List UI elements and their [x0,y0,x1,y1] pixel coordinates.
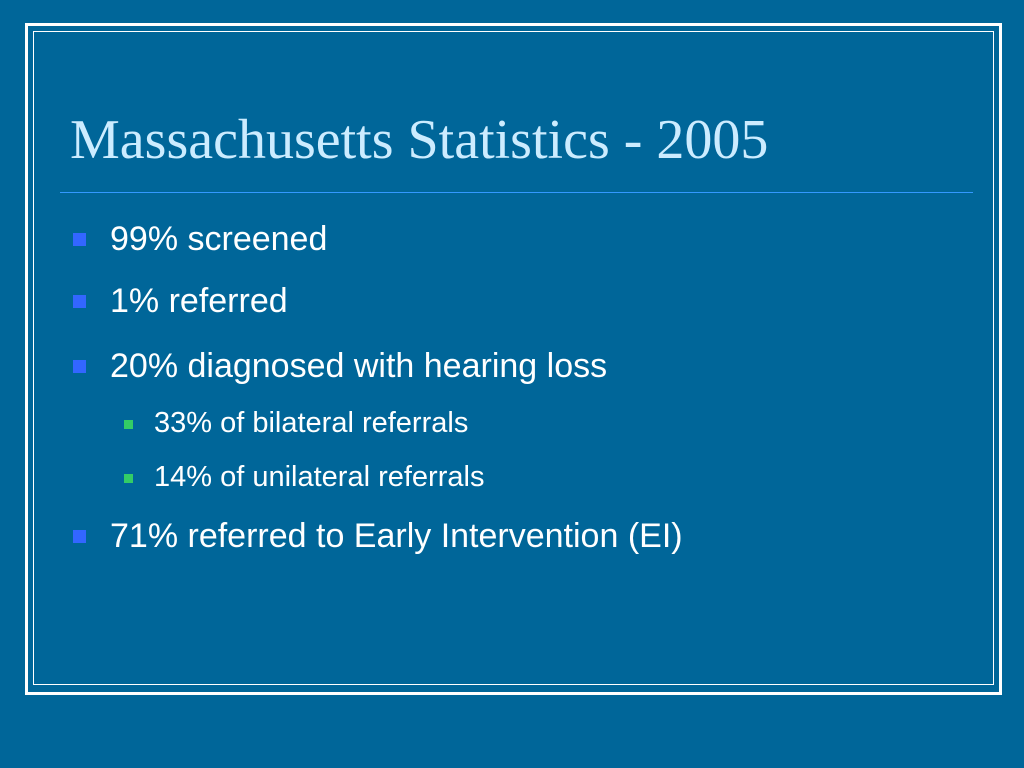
slide-title: Massachusetts Statistics - 2005 [70,109,769,171]
bullet-item [110,516,683,556]
square-bullet-icon [73,233,86,246]
square-bullet-icon [73,360,86,373]
sub-bullet-text: 14% of unilateral referrals [154,461,485,493]
title-divider [60,192,973,193]
bullet-item [110,219,327,259]
bullet-item [110,281,288,321]
sub-bullet-item [154,460,484,494]
bullet-text: 71% referred to Early Intervention (EI) [110,517,683,555]
bullet-item [110,346,607,386]
bullet-text: 1% referred [110,282,288,320]
bullet-text: 99% screened [110,220,328,258]
sub-bullet-item [154,406,468,440]
square-sub-bullet-icon [124,420,133,429]
square-bullet-icon [73,530,86,543]
bullet-text: 20% diagnosed with hearing loss [110,347,608,385]
square-bullet-icon [73,295,86,308]
square-sub-bullet-icon [124,474,133,483]
sub-bullet-text: 33% of bilateral referrals [154,407,469,439]
